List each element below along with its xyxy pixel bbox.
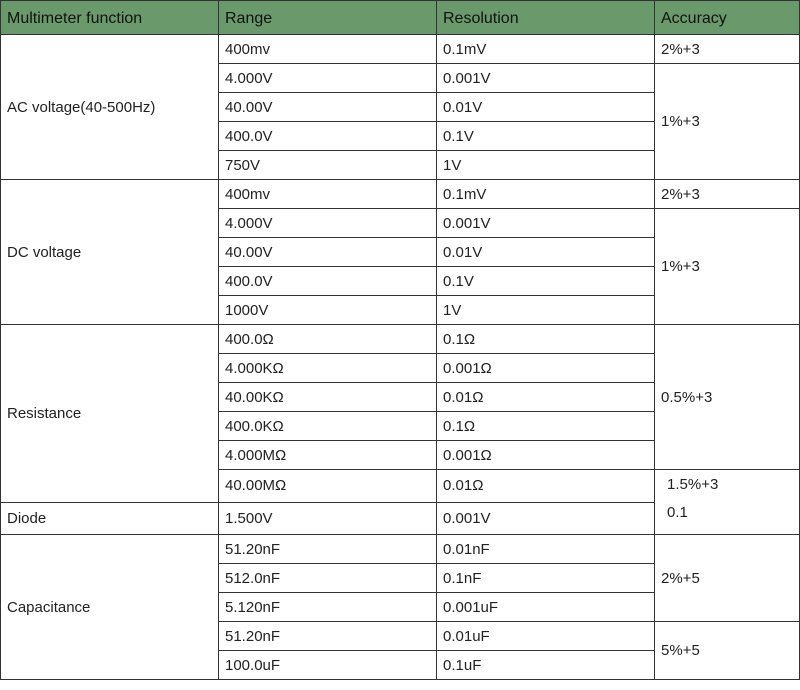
resolution-cell: 0.001uF	[437, 593, 655, 622]
range-cell: 100.0uF	[219, 651, 437, 680]
range-cell: 40.00V	[219, 93, 437, 122]
accuracy-cell: 2%+5	[655, 535, 800, 622]
header-resolution: Resolution	[437, 1, 655, 35]
function-cell: Resistance	[1, 325, 219, 503]
range-cell: 750V	[219, 151, 437, 180]
resolution-cell: 0.1nF	[437, 564, 655, 593]
resolution-cell: 0.01uF	[437, 622, 655, 651]
accuracy-cell: 2%+3	[655, 35, 800, 64]
range-cell: 400.0V	[219, 267, 437, 296]
resolution-cell: 0.001Ω	[437, 354, 655, 383]
accuracy-cell: 1%+3	[655, 209, 800, 325]
range-cell: 400.0Ω	[219, 325, 437, 354]
range-cell: 1.500V	[219, 502, 437, 535]
accuracy-cell: 1%+3	[655, 64, 800, 180]
range-cell: 5.120nF	[219, 593, 437, 622]
resolution-cell: 0.1mV	[437, 180, 655, 209]
range-cell: 40.00V	[219, 238, 437, 267]
accuracy-text: 1.5%+3	[667, 476, 719, 493]
range-cell: 51.20nF	[219, 622, 437, 651]
resolution-cell: 0.1Ω	[437, 412, 655, 441]
range-cell: 400.0KΩ	[219, 412, 437, 441]
range-cell: 4.000V	[219, 64, 437, 93]
resolution-cell: 0.01nF	[437, 535, 655, 564]
resolution-cell: 0.01V	[437, 238, 655, 267]
accuracy-cell-split	[655, 470, 800, 535]
range-cell: 400.0V	[219, 122, 437, 151]
function-cell: Capacitance	[1, 535, 219, 680]
range-cell: 4.000KΩ	[219, 354, 437, 383]
resolution-cell: 0.001Ω	[437, 441, 655, 470]
range-cell: 512.0nF	[219, 564, 437, 593]
resolution-cell: 0.1Ω	[437, 325, 655, 354]
range-cell: 51.20nF	[219, 535, 437, 564]
resolution-cell: 0.01Ω	[437, 383, 655, 412]
function-cell: Diode	[1, 502, 219, 535]
range-cell: 4.000MΩ	[219, 441, 437, 470]
header-function: Multimeter function	[1, 1, 219, 35]
range-cell: 400mv	[219, 180, 437, 209]
range-cell: 4.000V	[219, 209, 437, 238]
table-row	[1, 180, 800, 209]
resolution-cell: 1V	[437, 296, 655, 325]
range-cell: 40.00MΩ	[219, 470, 437, 503]
function-cell: AC voltage(40-500Hz)	[1, 35, 219, 180]
accuracy-cell: 0.5%+3	[655, 325, 800, 470]
table-row	[1, 325, 800, 354]
resolution-cell: 0.1V	[437, 122, 655, 151]
resolution-cell: 0.1V	[437, 267, 655, 296]
range-cell: 40.00KΩ	[219, 383, 437, 412]
table-row	[1, 35, 800, 64]
header-range: Range	[219, 1, 437, 35]
resolution-cell: 0.001V	[437, 502, 655, 535]
resolution-cell: 0.01Ω	[437, 470, 655, 503]
table-row	[1, 535, 800, 564]
function-cell: DC voltage	[1, 180, 219, 325]
accuracy-cell: 2%+3	[655, 180, 800, 209]
header-row	[1, 1, 800, 35]
accuracy-text: 0.1	[667, 504, 688, 521]
resolution-cell: 1V	[437, 151, 655, 180]
range-cell: 400mv	[219, 35, 437, 64]
accuracy-cell: 5%+5	[655, 622, 800, 680]
resolution-cell: 0.1uF	[437, 651, 655, 680]
resolution-cell: 0.001V	[437, 209, 655, 238]
resolution-cell: 0.1mV	[437, 35, 655, 64]
resolution-cell: 0.001V	[437, 64, 655, 93]
resolution-cell: 0.01V	[437, 93, 655, 122]
range-cell: 1000V	[219, 296, 437, 325]
header-accuracy: Accuracy	[655, 1, 800, 35]
